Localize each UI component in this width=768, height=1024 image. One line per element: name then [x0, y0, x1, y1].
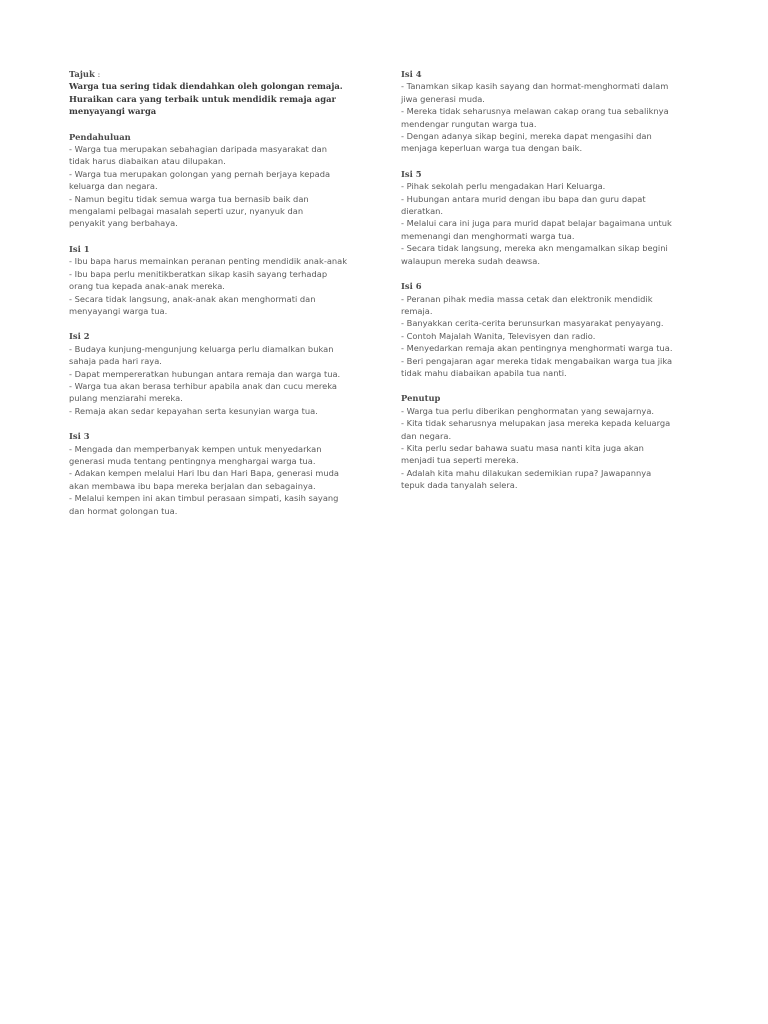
section-line: - Budaya kunjung-mengunjung keluarga perlu diamalkan bukan: [69, 343, 334, 354]
section-line: - Dengan adanya sikap begini, mereka dapat mengasihi dan: [401, 131, 652, 142]
section-heading: Pendahuluan: [69, 131, 131, 142]
section-line: orang tua kepada anak-anak mereka.: [69, 281, 225, 292]
section-line: dieratkan.: [401, 206, 444, 217]
section-isi-4: [401, 68, 693, 155]
section-isi-2: [69, 330, 361, 417]
section-line: - Warga tua merupakan golongan yang pernah berjaya kepada: [69, 168, 331, 179]
section-heading: Isi 2: [69, 331, 90, 342]
section-heading: Isi 6: [401, 281, 422, 292]
section-line: - Warga tua perlu diberikan penghormatan yang sewajarnya.: [401, 405, 655, 416]
section-line: remaja.: [401, 305, 433, 316]
section-line: penyakit yang berbahaya.: [69, 218, 178, 229]
section-line: mendengar rungutan warga tua.: [401, 118, 537, 129]
section-line: tidak mahu diabaikan apabila tua nanti.: [401, 367, 567, 378]
section-isi-1: [69, 243, 361, 317]
section-line: - Remaja akan sedar kepayahan serta kesunyian warga tua.: [69, 405, 318, 416]
tajuk-line: menyayangi warga: [69, 106, 157, 117]
section-penutup: [401, 392, 693, 491]
section-isi-6: [401, 280, 693, 379]
section-line: dan hormat golongan tua.: [69, 505, 178, 516]
section-line: - Adalah kita mahu dilakukan sedemikian rupa? Jawapannya: [401, 467, 652, 478]
tajuk-section: [69, 68, 361, 118]
section-line: - Mengada dan memperbanyak kempen untuk menyedarkan: [69, 443, 322, 454]
section-line: - Menyedarkan remaja akan pentingnya menghormati warga tua.: [401, 343, 673, 354]
section-line: tidak harus diabaikan atau dilupakan.: [69, 156, 226, 167]
tajuk-line: Huraikan cara yang terbaik untuk mendidik remaja agar: [69, 93, 336, 104]
section-line: - Secara tidak langsung, mereka akn mengamalkan sikap begini: [401, 243, 668, 254]
section-line: akan membawa ibu bapa mereka berjalan dan sebagainya.: [69, 480, 316, 491]
tajuk-label: Tajuk: [69, 69, 95, 79]
section-line: - Namun begitu tidak semua warga tua bernasib baik dan: [69, 193, 309, 204]
section-heading: Isi 1: [69, 243, 90, 254]
section-line: - Dapat mempereratkan hubungan antara remaja dan warga tua.: [69, 368, 341, 379]
section-line: - Kita tidak seharusnya melupakan jasa mereka kepada keluarga: [401, 418, 671, 429]
section-line: - Melalui cara ini juga para murid dapat belajar bagaimana untuk: [401, 218, 672, 229]
tajuk-separator: :: [94, 69, 101, 79]
section-line: dan negara.: [401, 430, 452, 441]
section-line: - Pihak sekolah perlu mengadakan Hari Keluarga.: [401, 181, 606, 192]
section-line: - Warga tua akan berasa terhibur apabila anak dan cucu mereka: [69, 380, 337, 391]
section-line: memenangi dan menghormati warga tua.: [401, 230, 575, 241]
tajuk-line: Warga tua sering tidak diendahkan oleh golongan remaja.: [69, 81, 343, 92]
section-line: sahaja pada hari raya.: [69, 356, 162, 367]
right-column: [401, 68, 693, 505]
section-line: - Banyakkan cerita-cerita berunsurkan masyarakat penyayang.: [401, 318, 664, 329]
section-heading: Penutup: [401, 393, 441, 404]
section-line: - Beri pengajaran agar mereka tidak mengabaikan warga tua jika: [401, 355, 673, 366]
section-line: - Tanamkan sikap kasih sayang dan hormat-menghormati dalam: [401, 81, 669, 92]
section-line: tepuk dada tanyalah selera.: [401, 480, 518, 491]
tajuk-heading: [69, 68, 361, 80]
section-line: - Melalui kempen ini akan timbul perasaan simpati, kasih sayang: [69, 493, 339, 504]
section-line: mengalami pelbagai masalah seperti uzur, nyanyuk dan: [69, 206, 304, 217]
section-pendahuluan: [69, 131, 361, 230]
section-heading: Isi 3: [69, 431, 90, 442]
section-line: - Ibu bapa perlu menitikberatkan sikap kasih sayang terhadap: [69, 268, 328, 279]
section-heading: Isi 5: [401, 168, 422, 179]
section-line: - Adakan kempen melalui Hari Ibu dan Hari Bapa, generasi muda: [69, 468, 339, 479]
section-line: - Warga tua merupakan sebahagian daripada masyarakat dan: [69, 144, 328, 155]
section-line: - Kita perlu sedar bahawa suatu masa nanti kita juga akan: [401, 442, 644, 453]
section-line: - Peranan pihak media massa cetak dan elektronik mendidik: [401, 293, 653, 304]
left-column: [69, 68, 361, 530]
section-line: keluarga dan negara.: [69, 181, 158, 192]
section-line: - Secara tidak langsung, anak-anak akan menghormati dan: [69, 293, 316, 304]
section-line: menyayangi warga tua.: [69, 305, 168, 316]
section-line: menjadi tua seperti mereka.: [401, 455, 519, 466]
section-line: walaupun mereka sudah deawsa.: [401, 255, 540, 266]
section-line: - Hubungan antara murid dengan ibu bapa dan guru dapat: [401, 193, 646, 204]
section-line: - Mereka tidak seharusnya melawan cakap orang tua sebaliknya: [401, 106, 669, 117]
section-isi-3: [69, 430, 361, 517]
section-heading: Isi 4: [401, 69, 422, 79]
section-line: - Ibu bapa harus memainkan peranan penting mendidik anak-anak: [69, 256, 348, 267]
section-line: menjaga keperluan warga tua dengan baik.: [401, 143, 583, 154]
section-line: generasi muda tentang pentingnya menghargai warga tua.: [69, 455, 316, 466]
section-isi-5: [401, 168, 693, 267]
section-line: jiwa generasi muda.: [401, 93, 485, 104]
section-line: pulang menziarahi mereka.: [69, 393, 183, 404]
section-line: - Contoh Majalah Wanita, Televisyen dan radio.: [401, 330, 596, 341]
